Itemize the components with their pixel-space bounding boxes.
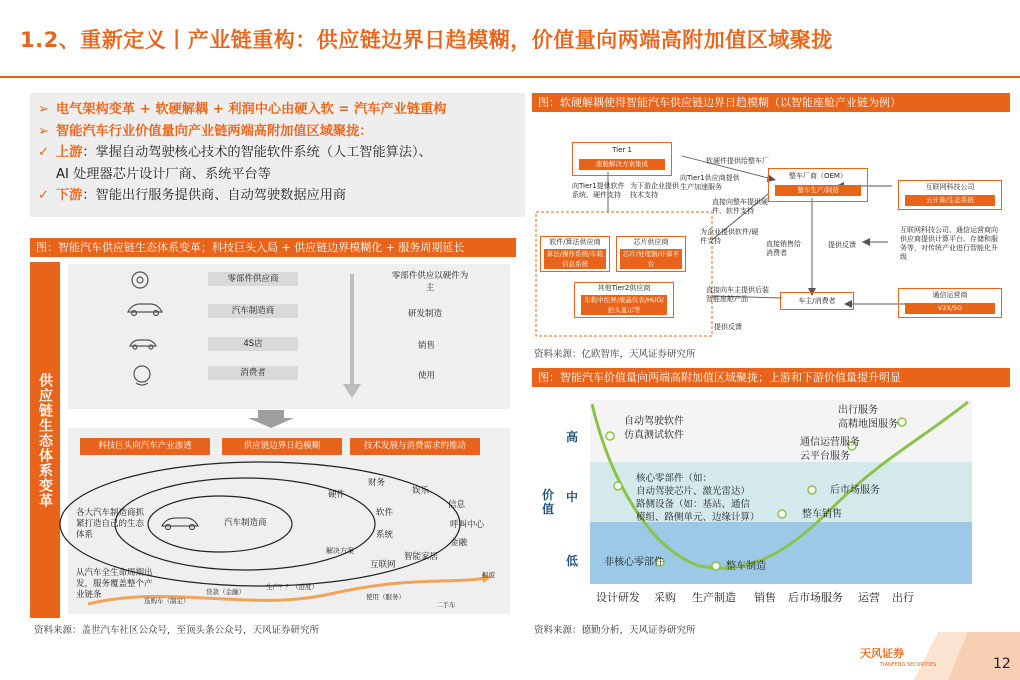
lifecycle-stage: 选购车（制定） (144, 597, 190, 605)
company-logo-sub: TIANFENG SECURITIES (880, 662, 937, 668)
value-annotation: 出行服务 高精地图服务 (838, 405, 898, 430)
page-number: 12 (993, 656, 1011, 672)
ecosystem-label: 信息 (448, 500, 466, 510)
internet-fill: 云计算/生态系统 (905, 195, 995, 206)
right-top-source: 资料来源：亿欧智库，天风证券研究所 (534, 349, 696, 360)
value-annotation: 核心零部件（如： 自动驾驶芯片、激光雷达） 路侧设备（如：基站、通信 模组、路侧单元、边缘计算） (636, 473, 760, 523)
value-annotation: 后市场服务 (830, 485, 880, 496)
telecom-box (898, 288, 1002, 318)
chevron-tag: 供应链边界日趋模糊 (222, 438, 342, 455)
flow-note: 直接向整车提供硬件、软件支持 (712, 198, 768, 215)
tier2-title: 其他Tier2供应商 (597, 284, 651, 292)
flow-note: 为企业提供软件/硬件支持 (700, 228, 759, 245)
tier1-fill: 座舱解决方案集成 (579, 159, 665, 170)
lifecycle-stage: 二手车 (436, 601, 456, 609)
level-low: 低 (566, 554, 579, 568)
ecosystem-label: 硬件 (328, 490, 346, 500)
bullet-2: ➢ 智能汽车行业价值量向产业链两端高附加值区域聚拢： (38, 121, 517, 143)
ecosystem-label: 互联网 (370, 560, 396, 570)
ecosystem-label: 智能家居 (404, 552, 439, 562)
stage-role: 使用 (418, 371, 436, 381)
chip-supplier-fill: 芯片/处理器/计算平台 (620, 249, 682, 269)
flow-note: 向Tier1提供软件系统、硬件支持 (572, 182, 625, 199)
telecom-fill: V2X/5G (905, 303, 995, 314)
software-supplier-title: 软件/算法供应商 (549, 238, 601, 246)
right-bottom-caption: 图：智能汽车价值量向两端高附加值区域聚拢；上游和下游价值量提升明显 (532, 368, 1010, 387)
ecosystem-label: 金融 (450, 538, 468, 548)
ecosystem-note: 各大汽车制造商抓紧打造自己的生态体系 (76, 508, 145, 540)
check-icon: ✓ (38, 188, 50, 203)
telecom-title: 通信运营商 (932, 291, 968, 299)
flow-note: 提供反馈 (828, 241, 856, 249)
tier2-box (574, 282, 674, 318)
stage-pill: 零部件供应商 (208, 272, 298, 286)
flow-note: 向Tier1供应商提供生产加速服务 (680, 174, 740, 191)
flow-note: 提供反馈 (714, 323, 742, 331)
stage-pill: 消费者 (208, 366, 298, 380)
x-axis-label: 运营 (858, 591, 880, 604)
software-supplier-fill: 算法/操作系统/车载信息系统 (544, 249, 606, 269)
tier1-box (572, 142, 672, 176)
supply-chain-figure (30, 262, 516, 618)
ecosystem-label: 财务 (368, 478, 386, 488)
bullet-1: ➢ 电气架构变革 + 软硬解耦 + 利润中心由硬入软 = 汽车产业链重构 (38, 99, 517, 121)
stage-role: 研发制造 (408, 309, 443, 319)
chevron-tag: 科技巨头向汽车产业渗透 (80, 438, 210, 455)
value-annotation: 自动驾驶软件 仿真测试软件 (624, 416, 684, 441)
value-annotation: 通信运营服务 云平台服务 (800, 437, 860, 462)
chevron-tag: 技术发展与消费需求的推动 (350, 438, 480, 455)
internet-box (898, 180, 1002, 210)
left-figure-caption: 图：智能汽车供应链生态体系变革；科技巨头入局 + 供应链边界模糊化 + 服务周期延长 (30, 238, 516, 257)
lifecycle-stage: 贷款（金融） (206, 588, 245, 596)
level-high: 高 (566, 430, 579, 444)
software-supplier-box (540, 236, 610, 272)
arrow-icon: ➢ (38, 123, 50, 139)
chip-supplier-title: 芯片供应商 (633, 238, 669, 246)
flow-note: 为下游企业提供技术支持 (630, 182, 679, 199)
flow-note: 软硬件提供给整车厂 (706, 157, 769, 165)
check-icon: ✓ (38, 145, 50, 160)
summary-bullets (30, 93, 525, 217)
ecosystem-label: 软件 (376, 508, 394, 518)
tier2-fill: 车载中控屏/液晶仪表/HUD/抬头显示等 (581, 295, 667, 315)
tier1-title: Tier 1 (612, 146, 632, 154)
value-annotation: 整车销售 (802, 509, 842, 520)
flow-note: 直接向车主提供后装智能座舱产品 (706, 286, 769, 303)
oem-title: 整车厂商（OEM） (789, 172, 847, 180)
right-bottom-source: 资料来源：德勤分析，天风证券研究所 (534, 625, 696, 636)
x-axis-label: 后市场服务 (788, 591, 843, 604)
flow-note: 直接销售给消费者 (766, 240, 801, 257)
x-axis-label: 采购 (654, 591, 676, 604)
x-axis-label: 生产制造 (692, 591, 736, 604)
ecosystem-label: 娱乐 (412, 486, 430, 496)
value-annotation: 非核心零部件 (604, 557, 664, 568)
oem-fill: 整车生产/制造 (775, 185, 861, 196)
side-label: 供应链生态体系变革 (30, 262, 60, 618)
stage-pill: 汽车制造商 (208, 304, 298, 318)
lifecycle-note: 从汽车全生命周期出发，服务覆盖整个产业链条 (76, 568, 153, 600)
ecosystem-center: 汽车制造商 (224, 518, 267, 528)
bullet-3: ✓ 上游：掌握自动驾驶核心技术的智能软件系统（人工智能算法）、 (38, 142, 517, 164)
ecosystem-label: 系统 (376, 530, 394, 540)
stage-pill: 4S店 (208, 337, 298, 351)
lifecycle-stage: 使用（服务） (366, 593, 405, 601)
right-top-caption: 图：软硬解耦使得智能汽车供应链边界日趋模糊（以智能座舱产业链为例） (532, 93, 1010, 112)
chip-supplier-box (616, 236, 686, 272)
left-source: 资料来源：盖世汽车社区公众号，至顶头条公众号，天风证券研究所 (34, 625, 320, 636)
x-axis-label: 销售 (754, 591, 776, 604)
x-axis-label: 设计研发 (596, 591, 640, 604)
page-title: 1.2、重新定义丨产业链重构：供应链边界日趋模糊，价值量向两端高附加值区域聚拢 (20, 28, 833, 52)
flow-note: 互联网科技公司、通信运营商向供应商提供计算平台、存储和服务等，对传统产业进行智能化升级 (900, 226, 998, 261)
consumer-box: 车主/消费者 (780, 292, 854, 310)
title-divider (0, 76, 1020, 78)
y-axis-label: 价值 (542, 488, 555, 516)
lifecycle-stage: 生产？？（进度） (266, 583, 318, 591)
stage-role: 零部件供应以硬件为主 (391, 271, 469, 293)
internet-title: 互联网科技公司 (925, 183, 975, 191)
company-logo: 天风证券 (860, 647, 904, 660)
ecosystem-label: 解决方案 (326, 547, 354, 555)
bullet-4: ✓ 下游：智能出行服务提供商、自动驾驶数据应用商 (38, 185, 517, 207)
level-mid: 中 (566, 490, 579, 504)
arrow-icon: ➢ (38, 102, 50, 117)
ecosystem-label: 呼叫中心 (450, 520, 485, 530)
x-axis-label: 出行 (892, 591, 914, 604)
lifecycle-stage: 报废 (482, 571, 495, 579)
bullet-3-cont: AI 处理器芯片设计厂商、系统平台等 (56, 166, 271, 182)
oem-box (768, 168, 868, 202)
value-annotation: 整车制造 (726, 561, 766, 572)
stage-role: 销售 (418, 341, 436, 351)
